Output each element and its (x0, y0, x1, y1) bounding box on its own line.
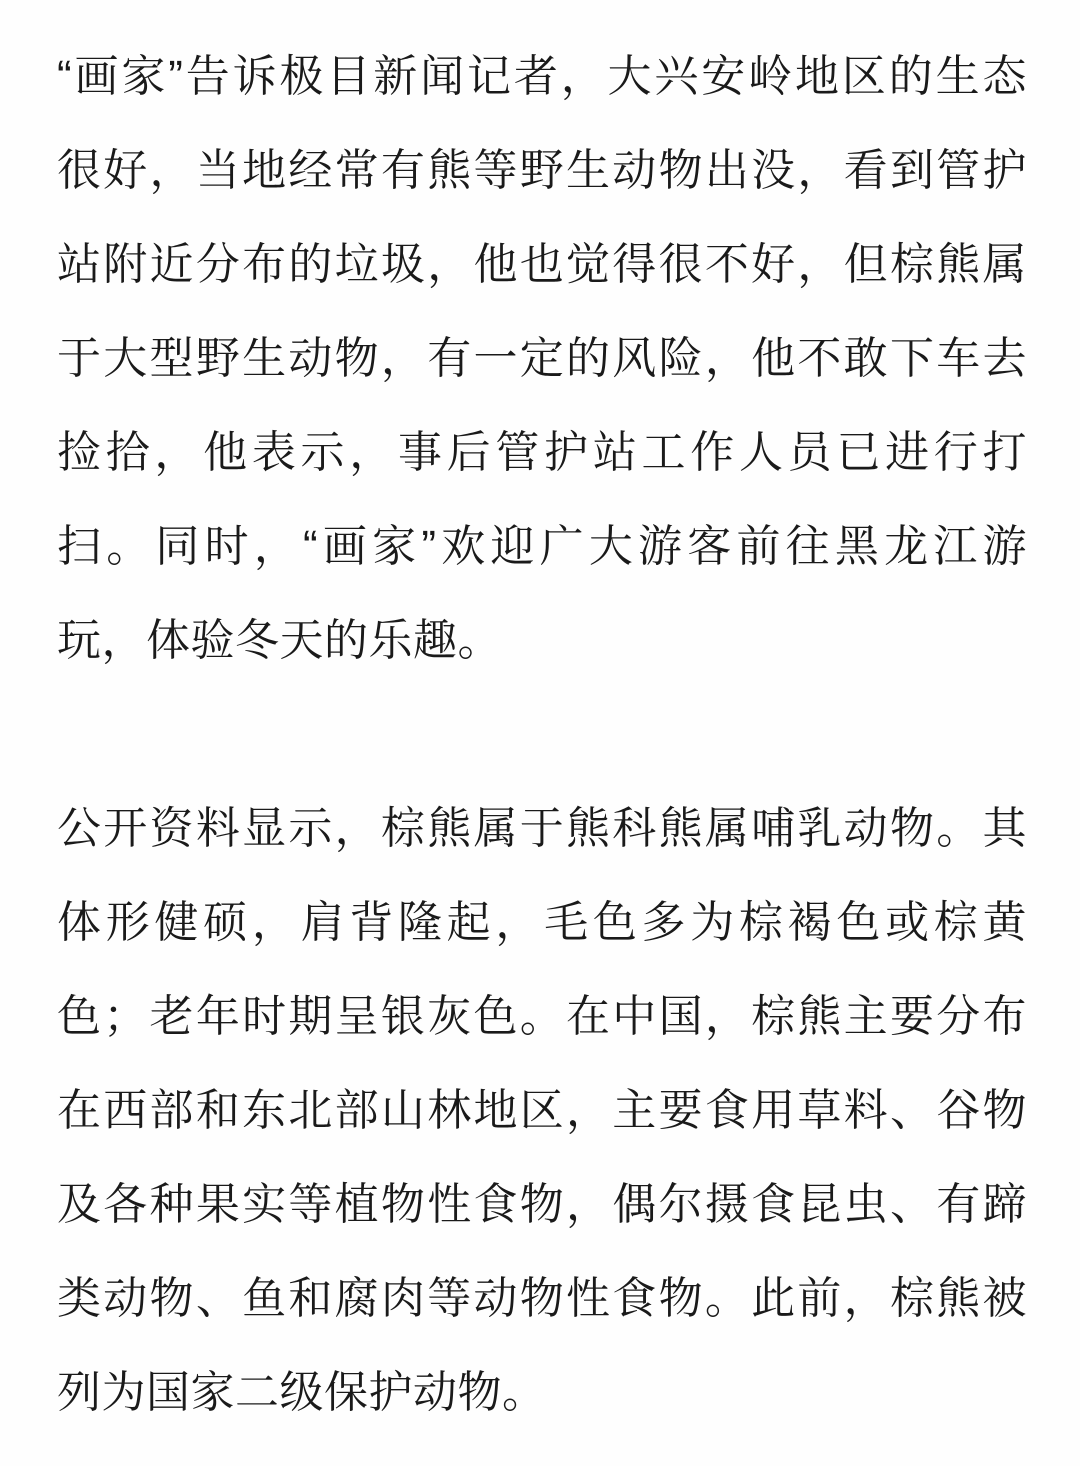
text-line: “画家”告诉极目新闻记者，大兴安岭地区的生态 (57, 52, 1027, 101)
text-line: 类动物、鱼和腐肉等动物性食物。此前，棕熊被 (57, 1274, 1027, 1323)
text-line: 体形健硕，肩背隆起，毛色多为棕褐色或棕黄 (57, 898, 1027, 947)
text-line: 扫。同时，“画家”欢迎广大游客前往黑龙江游 (57, 522, 1027, 571)
text-line: 很好，当地经常有熊等野生动物出没，看到管护 (57, 146, 1027, 195)
text-line: 在西部和东北部山林地区，主要食用草料、谷物 (57, 1086, 1027, 1135)
text-line: 于大型野生动物，有一定的风险，他不敢下车去 (57, 334, 1027, 383)
text-line: 站附近分布的垃圾，他也觉得很不好，但棕熊属 (57, 240, 1027, 289)
text-line: 公开资料显示，棕熊属于熊科熊属哺乳动物。其 (57, 804, 1027, 853)
text-line: 捡拾，他表示，事后管护站工作人员已进行打 (57, 428, 1027, 477)
paragraph-bear-sighting (57, 30, 1027, 688)
text-line: 色；老年时期呈银灰色。在中国，棕熊主要分布 (57, 992, 1027, 1041)
text-line: 玩，体验冬天的乐趣。 (57, 616, 502, 665)
text-line: 列为国家二级保护动物。 (57, 1368, 547, 1417)
text-line: 及各种果实等植物性食物，偶尔摄食昆虫、有蹄 (57, 1180, 1027, 1229)
paragraph-brown-bear-facts (57, 782, 1027, 1440)
